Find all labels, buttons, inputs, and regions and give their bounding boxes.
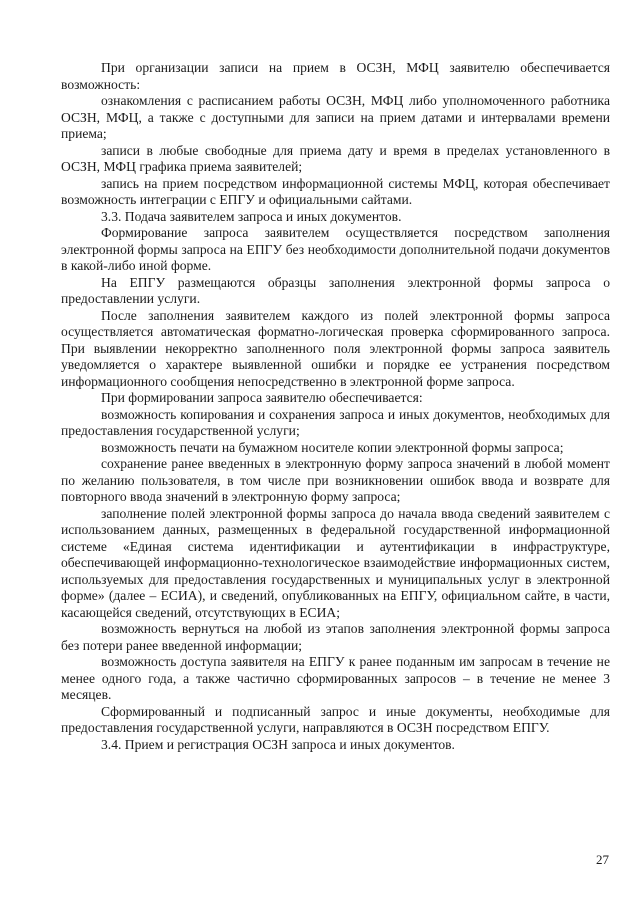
paragraph: сохранение ранее введенных в электронную форму запроса значений в любой момент по желанию пользователя, в том числе при возникновении ошибок ввода и возврате для повторного ввода значений в электронную форму запроса; — [61, 456, 610, 504]
paragraph: При организации записи на прием в ОСЗН, МФЦ заявителю обеспечивается возможность: — [61, 60, 610, 92]
paragraph: Сформированный и подписанный запрос и иные документы, необходимые для предоставления государственной услуги, направляются в ОСЗН посредством ЕПГУ. — [61, 703, 610, 735]
page-number: 27 — [596, 852, 609, 867]
paragraph: Формирование запроса заявителем осуществляется посредством заполнения электронной формы запроса на ЕПГУ без необходимости дополнительной подачи документов в какой-либо иной форме. — [61, 225, 610, 273]
paragraph: заполнение полей электронной формы запроса до начала ввода сведений заявителем с использованием данных, размещенных в федеральной государственной информационной системе «Единая система идентификации и аутентификации в инфраструктуре, обеспечивающей информационно-технологическое взаимодействие информационных систем, используемых для предоставления государственных и муниципальных услуг в электронной форме» (далее – ЕСИА), и сведений, опубликованных на ЕПГУ, официальном сайте, в части, касающейся сведений, отсутствующих в ЕСИА; — [61, 505, 610, 620]
paragraph: записи в любые свободные для приема дату и время в пределах установленного в ОСЗН, МФЦ графика приема заявителей; — [61, 142, 610, 174]
paragraph: возможность доступа заявителя на ЕПГУ к ранее поданным им запросам в течение не менее одного года, а также частично сформированных запросов – в течение не менее 3 месяцев. — [61, 654, 610, 702]
paragraph: запись на прием посредством информационной системы МФЦ, которая обеспечивает возможность интеграции с ЕПГУ и официальными сайтами. — [61, 175, 610, 207]
paragraph: возможность копирования и сохранения запроса и иных документов, необходимых для предоставления государственной услуги; — [61, 406, 610, 438]
paragraph: На ЕПГУ размещаются образцы заполнения электронной формы запроса о предоставлении услуги. — [61, 274, 610, 306]
section-heading: 3.4. Прием и регистрация ОСЗН запроса и иных документов. — [101, 736, 455, 752]
paragraph: ознакомления с расписанием работы ОСЗН, МФЦ либо уполномоченного работника ОСЗН, МФЦ, а также с доступными для записи на прием датами и интервалами времени приема; — [61, 93, 610, 141]
paragraph: При формировании запроса заявителю обеспечивается: — [101, 390, 423, 405]
section-heading: 3.3. Подача заявителем запроса и иных документов. — [101, 208, 402, 224]
document-body — [61, 60, 610, 753]
paragraph: После заполнения заявителем каждого из полей электронной формы запроса осуществляется автоматическая форматно-логическая проверка сформированного запроса. При выявлении некорректно заполненного поля электронной формы запроса заявитель уведомляется о характере выявленной ошибки и порядке ее устранения посредством информационного сообщения непосредственно в электронной форме запроса. — [61, 307, 610, 389]
paragraph: возможность вернуться на любой из этапов заполнения электронной формы запроса без потери ранее введенной информации; — [61, 621, 610, 653]
paragraph: возможность печати на бумажном носителе копии электронной формы запроса; — [101, 439, 564, 455]
